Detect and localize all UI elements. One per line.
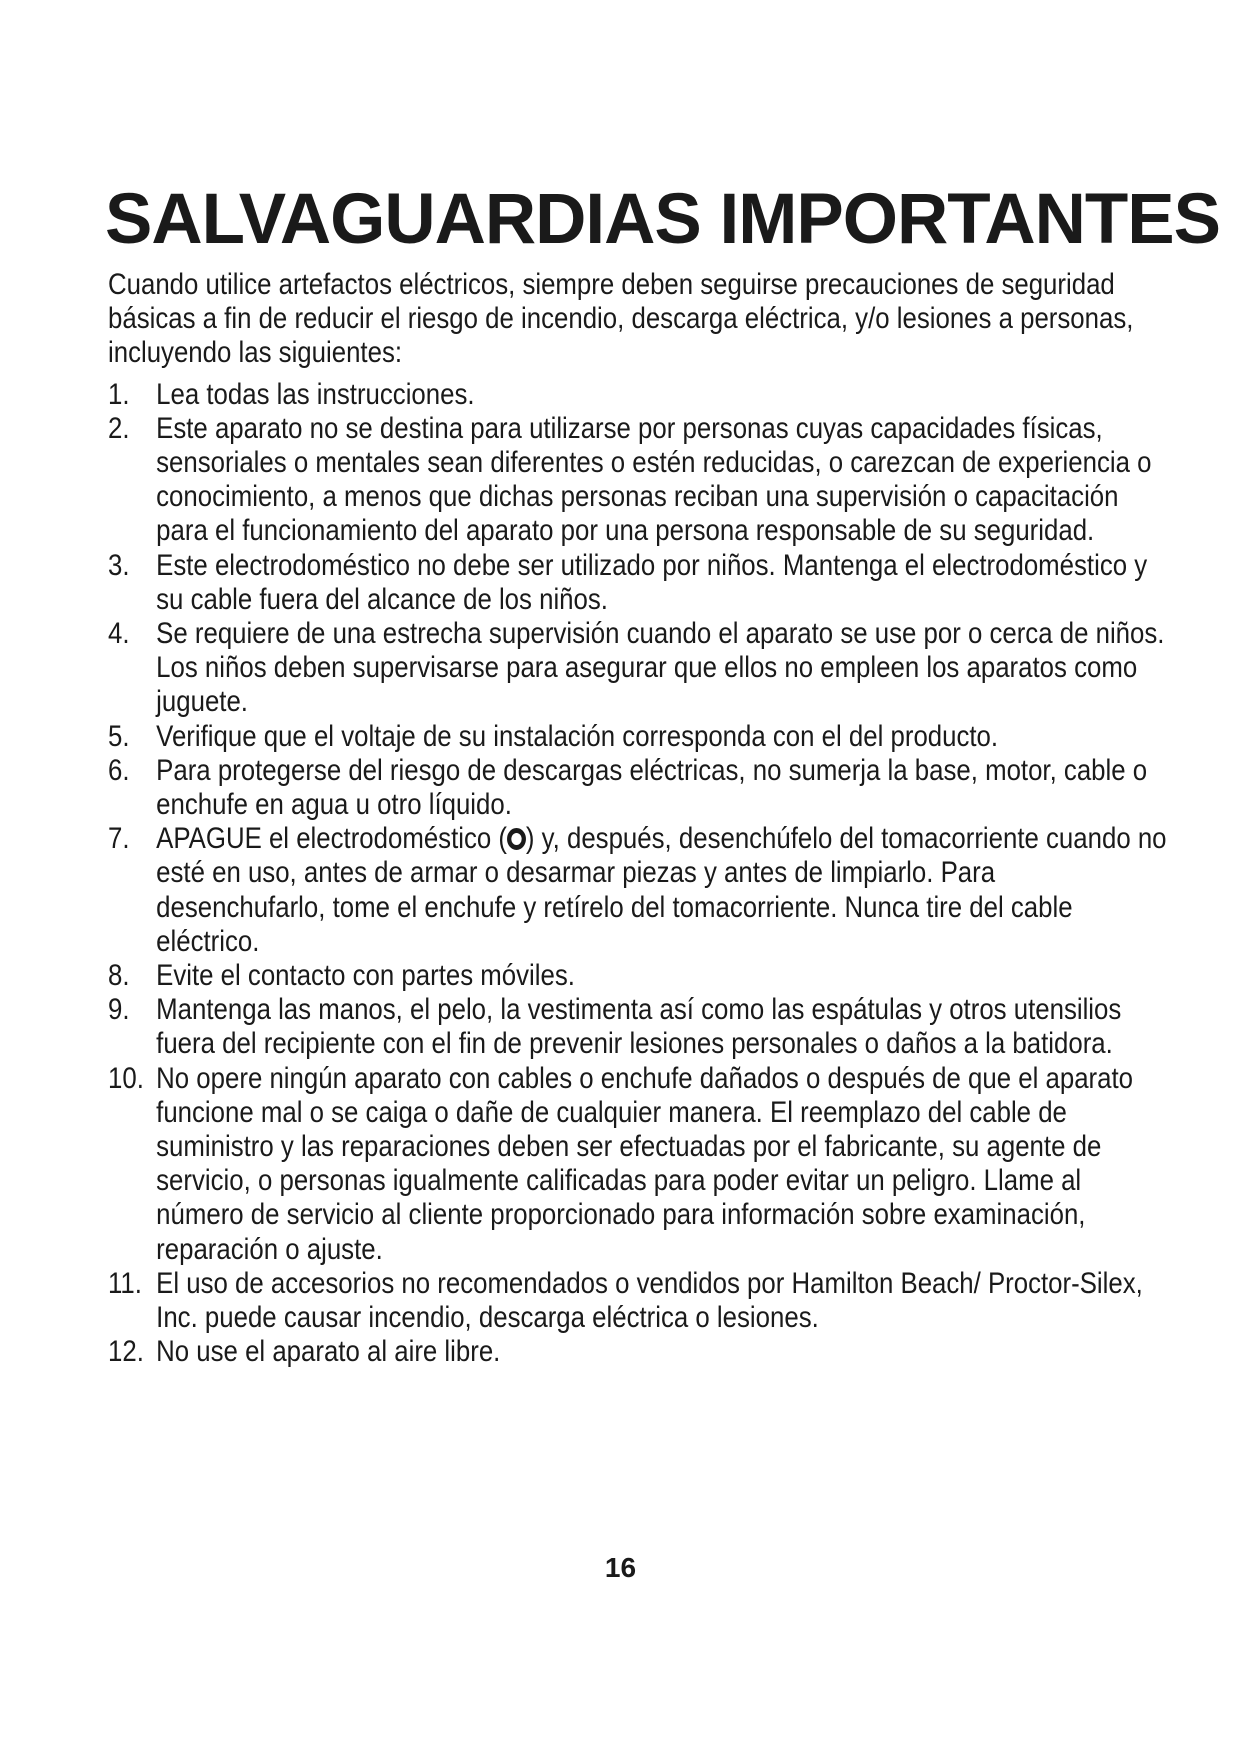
item-text: No use el aparato al aire libre.: [156, 1335, 501, 1369]
list-item: [108, 754, 1168, 822]
item-text: Lea todas las instrucciones.: [156, 377, 475, 411]
item-text: Este electrodoméstico no debe ser utilizado por niños. Mantenga el electrodoméstico y su cable fuera del alcance de los niños.: [156, 548, 1148, 616]
item-number: 12.: [108, 1335, 144, 1369]
list-item: [108, 549, 1168, 617]
item-number: 10.: [108, 1061, 144, 1095]
item-number: 7.: [108, 822, 130, 856]
item-number: 8.: [108, 959, 130, 993]
item-text: Evite el contacto con partes móviles.: [156, 959, 575, 993]
intro-paragraph: Cuando utilice artefactos eléctricos, siempre deben seguirse precauciones de seguridad básicas a fin de reducir el riesgo de incendio, descarga eléctrica, y/o lesiones a personas, incluyendo las siguientes:: [108, 268, 1134, 370]
list-item: [108, 720, 1168, 754]
list-item: [108, 378, 1168, 412]
item-text: Verifique que el voltaje de su instalación corresponda con el del producto.: [156, 719, 999, 753]
item-number: 4.: [108, 617, 130, 651]
item-number: 3.: [108, 548, 130, 582]
list-item: [108, 993, 1168, 1061]
item-number: 2.: [108, 411, 130, 445]
item-text: No opere ningún aparato con cables o enchufe dañados o después de que el aparato funcione mal o se caiga o dañe de cualquier manera. El reemplazo del cable de suministro y las reparaciones deben ser efectuadas por el fabricante, su agente de servicio, o personas igualmente calificadas para poder evitar un peligro. Llame al número de servicio al cliente proporcionado para información sobre examinación, reparación o ajuste.: [156, 1061, 1134, 1266]
list-item: [108, 1267, 1168, 1335]
list-item: [108, 959, 1168, 993]
list-item: [108, 617, 1168, 720]
item-text: Este aparato no se destina para utilizarse por personas cuyas capacidades físicas, sensoriales o mentales sean diferentes o estén reducidas, o carezcan de experiencia o conocimiento, a menos que dichas personas reciban una supervisión o capacitación para el funcionamiento del aparato por una persona responsable de su seguridad.: [156, 411, 1152, 548]
item-text: Mantenga las manos, el pelo, la vestimenta así como las espátulas y otros utensilios fuera del recipiente con el fin de prevenir lesiones personales o daños a la batidora.: [156, 993, 1122, 1061]
item-text: Para protegerse del riesgo de descargas eléctricas, no sumerja la base, motor, cable o enchufe en agua u otro líquido.: [156, 753, 1148, 822]
item-text-before-icon: APAGUE el electrodoméstico (: [156, 822, 507, 856]
page-title: SALVAGUARDIAS IMPORTANTES: [105, 180, 1220, 259]
item-number: 11.: [108, 1266, 142, 1300]
item-number: 5.: [108, 719, 130, 753]
item-text: El uso de accesorios no recomendados o vendidos por Hamilton Beach/ Proctor-Silex, Inc. puede causar incendio, descarga eléctrica o lesiones.: [156, 1266, 1143, 1335]
list-item: [108, 1062, 1168, 1267]
safeguards-list: [108, 378, 1168, 1370]
item-number: 1.: [108, 377, 130, 411]
list-item: [108, 822, 1168, 959]
body-text: [108, 268, 1168, 1370]
off-symbol-icon: [507, 828, 526, 850]
item-number: 9.: [108, 993, 130, 1027]
page-number: 16: [604, 1552, 637, 1583]
list-item: [108, 412, 1168, 549]
item-text: Se requiere de una estrecha supervisión cuando el aparato se use por o cerca de niños. Los niños deben supervisarse para asegurar que ellos no empleen los aparatos como juguete.: [156, 617, 1165, 719]
item-number: 6.: [108, 753, 130, 787]
list-item: [108, 1335, 1168, 1369]
item-text-after-icon: ) y, después, desenchúfelo del tomacorriente cuando no esté en uso, antes de armar o desarmar piezas y antes de limpiarlo. Para desenchufarlo, tome el enchufe y retírelo del tomacorriente. Nunca tire del cable eléctrico.: [156, 822, 1167, 958]
